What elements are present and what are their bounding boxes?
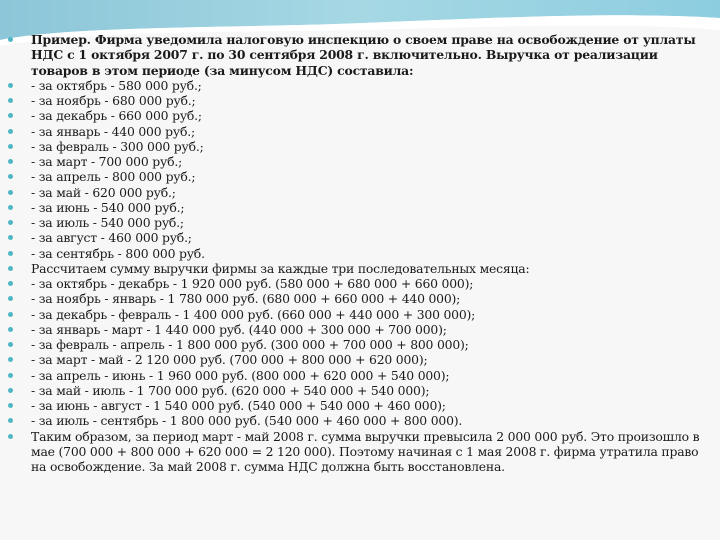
list-item [0,307,700,322]
list-item [0,230,700,245]
bullet-icon [8,327,13,332]
bullet-icon [8,281,13,286]
list-item-text: - за декабрь - 660 000 руб.; [31,108,202,124]
list-item [0,398,700,413]
list-item-text: - за июнь - август - 1 540 000 руб. (540 000 + 540 000 + 460 000); [31,398,446,413]
list-item-text: - за февраль - апрель - 1 800 000 руб. (300 000 + 700 000 + 800 000); [31,337,469,352]
bullet-icon [8,190,13,195]
list-item [0,337,700,352]
list-item-text: - за январь - март - 1 440 000 руб. (440 000 + 300 000 + 700 000); [31,321,447,337]
list-item-text: - за ноябрь - 680 000 руб.; [31,93,196,108]
list-item [0,185,700,200]
list-item [0,429,700,475]
list-item [0,32,700,78]
bullet-icon [8,205,13,210]
list-item-text: Рассчитаем сумму выручки фирмы за каждые три последовательных месяца: [31,260,530,276]
list-item [0,108,700,123]
bullet-icon [8,342,13,347]
list-item-text: - за февраль - 300 000 руб.; [31,138,204,154]
list-item-text: - за июль - 540 000 руб.; [31,215,184,230]
list-item [0,200,700,215]
list-item [0,368,700,383]
bullet-icon [8,251,13,256]
list-item [0,124,700,139]
list-item-text: - за август - 460 000 руб.; [31,230,192,246]
bullet-icon [8,418,13,423]
bullet-icon [8,113,13,118]
bullet-icon [8,37,13,42]
list-item-text: - за июль - сентябрь - 1 800 000 руб. (540 000 + 460 000 + 800 000). [31,413,463,429]
list-item-text: - за октябрь - 580 000 руб.; [31,77,202,93]
list-item-text: - за октябрь - декабрь - 1 920 000 руб. (580 000 + 680 000 + 660 000); [31,276,474,291]
list-item [0,169,700,184]
bullet-icon [8,357,13,362]
list-item-text: - за апрель - 800 000 руб.; [31,169,196,185]
list-item-text: - за май - июль - 1 700 000 руб. (620 000 + 540 000 + 540 000); [31,382,430,398]
list-item [0,352,700,367]
list-item-text: - за ноябрь - январь - 1 780 000 руб. (680 000 + 660 000 + 440 000); [31,291,461,307]
bullet-icon [8,144,13,149]
bullet-icon [8,373,13,378]
list-item-text: - за июнь - 540 000 руб.; [31,199,185,215]
list-item-text: - за апрель - июнь - 1 960 000 руб. (800 000 + 620 000 + 540 000); [31,367,450,383]
slide-bullet-list [0,32,700,474]
bullet-icon [8,312,13,317]
list-item [0,139,700,154]
list-item [0,78,700,93]
list-item-text: - за сентябрь - 800 000 руб. [31,245,205,261]
bullet-icon [8,174,13,179]
list-item [0,93,700,108]
bullet-icon [8,434,13,439]
list-item [0,413,700,428]
list-item [0,154,700,169]
list-item [0,246,700,261]
bullet-icon [8,296,13,301]
bullet-icon [8,388,13,393]
list-item-text: - за январь - 440 000 руб.; [31,123,195,139]
list-item [0,276,700,291]
list-item [0,261,700,276]
bullet-icon [8,403,13,408]
bullet-icon [8,83,13,88]
bullet-icon [8,129,13,134]
list-item-text: - за март - май - 2 120 000 руб. (700 000 + 800 000 + 620 000); [31,352,428,368]
list-item-text: Пример. Фирма уведомила налоговую инспекцию о своем праве на освобождение от уплаты НДС с 1 октября 2007 г. по 30 сентября 2008 г. включительно. Выручка от реализации товаров в этом периоде (за минусом НДС) составила: [31,32,696,78]
bullet-icon [8,266,13,271]
list-item [0,291,700,306]
bullet-icon [8,159,13,164]
list-item [0,322,700,337]
bullet-icon [8,220,13,225]
bullet-icon [8,235,13,240]
list-item-text: - за март - 700 000 руб.; [31,154,183,169]
list-item [0,215,700,230]
list-item-text: - за декабрь - февраль - 1 400 000 руб. (660 000 + 440 000 + 300 000); [31,306,476,322]
bullet-icon [8,98,13,103]
list-item [0,383,700,398]
list-item-text: Таким образом, за период март - май 2008 г. сумма выручки превысила 2 000 000 руб. Это произошло в мае (700 000 + 800 000 + 620 000 = 2 120 000). Поэтому начиная с 1 мая 2008 г. фирма утратила право на освобождение. За май 2008 г. сумма НДС должна быть восстановлена. [31,428,700,474]
list-item-text: - за май - 620 000 руб.; [31,184,176,200]
